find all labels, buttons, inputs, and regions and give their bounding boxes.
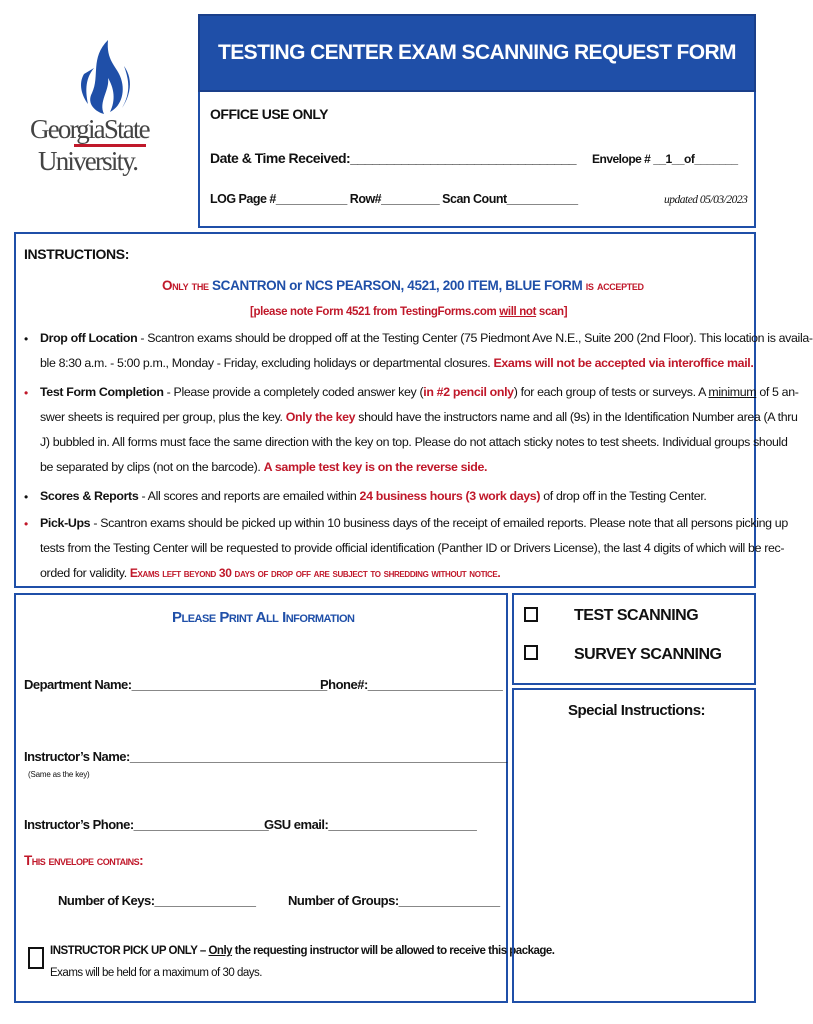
print-info-heading: Please Print All Information	[172, 609, 355, 626]
department-name-field[interactable]: Department Name:_____________________________	[24, 677, 327, 692]
shredding-warning: Exams left beyond 30 days of drop off are subject to shredding without notice.	[129, 566, 501, 580]
special-instructions-label: Special Instructions:	[568, 702, 706, 719]
drop-off-title: Drop off Location	[40, 331, 138, 345]
completion-text-1a: - Please provide a completely coded answer key (	[163, 385, 424, 399]
pickups-line-1	[40, 516, 788, 530]
envelope-number-field[interactable]: Envelope # __1__of_______	[592, 152, 738, 166]
number-of-groups-field[interactable]: Number of Groups:_______________	[288, 893, 500, 908]
accepted-suffix: is accepted	[582, 278, 644, 293]
drop-off-text-1: - Scantron exams should be dropped off at the Testing Center (75 Piedmont Ave N.E., Suite 200 (2nd Floor). This location is availa-	[137, 331, 813, 345]
bullet-icon: •	[24, 517, 29, 531]
instructor-pickup-checkbox[interactable]	[28, 947, 44, 969]
scores-line	[40, 489, 707, 503]
note-suffix: scan]	[536, 306, 568, 318]
hold-period-note: Exams will be held for a maximum of 30 days.	[50, 967, 262, 979]
office-use-label: OFFICE USE ONLY	[210, 106, 329, 122]
number-of-keys-field[interactable]: Number of Keys:_______________	[58, 893, 256, 908]
pickups-text-1: - Scantron exams should be picked up within 10 business days of the receipt of emailed reports. Please note that all persons picking up	[90, 516, 788, 530]
completion-text-4a: be separated by clips (not on the barcode).	[40, 460, 264, 474]
survey-scanning-label: SURVEY SCANNING	[574, 646, 722, 663]
logo-line-2: University.	[38, 146, 138, 176]
instructions-heading: INSTRUCTIONS:	[24, 246, 130, 262]
instructor-phone-field[interactable]: Instructor’s Phone:____________________	[24, 817, 269, 832]
only-key-emphasis: Only the key	[285, 410, 356, 424]
survey-scanning-checkbox[interactable]	[524, 645, 538, 660]
accepted-form-notice	[162, 278, 644, 293]
pickups-title: Pick-Ups	[40, 516, 91, 530]
drop-off-line-2	[40, 356, 754, 370]
same-as-key-note: (Same as the key)	[28, 770, 90, 779]
pickups-line-3	[40, 566, 500, 580]
instructor-pickup-line	[50, 945, 555, 957]
form-title-bar	[198, 14, 756, 92]
completion-line-3: J) bubbled in. All forms must face the same direction with the key on top. Please do not attach sticky notes to test sheets. Individual groups should	[40, 435, 788, 449]
gsu-email-field[interactable]: GSU email:______________________	[264, 817, 477, 832]
accepted-form-type: SCANTRON or NCS PEARSON, 4521, 200 ITEM, BLUE FORM	[212, 278, 583, 293]
completion-line-2	[40, 410, 798, 424]
pickup-label: INSTRUCTOR PICK UP ONLY –	[50, 945, 209, 957]
pickups-text-3a: orded for validity.	[40, 566, 130, 580]
scores-title: Scores & Reports	[40, 489, 139, 503]
scores-text-c: of drop off in the Testing Center.	[540, 489, 707, 503]
pencil-requirement: in #2 pencil only	[423, 385, 514, 399]
scores-text-a: - All scores and reports are emailed within	[138, 489, 360, 503]
completion-text-2c: should have the instructors name and all (9s) in the Identification Number area (A thru	[355, 410, 798, 424]
scan-type-box	[512, 593, 756, 685]
instructions-box	[14, 232, 813, 588]
note-prefix: [please note Form 4521 from TestingForms.com	[250, 306, 500, 318]
phone-field[interactable]: Phone#:____________________	[320, 677, 503, 692]
bullet-icon: •	[24, 490, 29, 504]
scores-turnaround: 24 business hours (3 work days)	[359, 489, 541, 503]
special-instructions-box[interactable]	[512, 688, 756, 1003]
drop-off-text-2: ble 8:30 a.m. - 5:00 p.m., Monday - Friday, excluding holidays or departmental closures.	[40, 356, 494, 370]
completion-line-1	[40, 385, 799, 399]
completion-line-4	[40, 460, 487, 474]
contact-info-box	[14, 593, 555, 1003]
test-scanning-checkbox[interactable]	[524, 607, 538, 622]
gsu-logo	[30, 38, 180, 188]
sample-key-note: A sample test key is on the reverse side.	[263, 460, 488, 474]
envelope-contains-label: This envelope contains:	[24, 853, 144, 868]
pickup-text: the requesting instructor will be allowed to receive this package.	[232, 945, 555, 957]
bullet-icon: •	[24, 386, 29, 400]
office-use-box	[198, 92, 756, 228]
completion-title: Test Form Completion	[40, 385, 164, 399]
form-title: TESTING CENTER EXAM SCANNING REQUEST FORM	[218, 41, 736, 64]
note-emphasis: will not	[499, 306, 537, 318]
bullet-icon: •	[24, 332, 29, 346]
date-received-field[interactable]: Date & Time Received:_______________________________	[210, 150, 577, 166]
completion-text-1c: ) for each group of tests or surveys. A	[513, 385, 709, 399]
accepted-prefix: Only the	[162, 278, 213, 293]
completion-text-2a: swer sheets is required per group, plus the key.	[40, 410, 286, 424]
instructor-name-field[interactable]: Instructor’s Name:________________________________________________________	[24, 749, 507, 764]
drop-off-warning: Exams will not be accepted via interoffice mail.	[493, 356, 754, 370]
updated-date: updated 05/03/2023	[664, 194, 748, 206]
form-4521-note	[250, 306, 567, 318]
completion-text-1e: of 5 an-	[756, 385, 799, 399]
pickups-line-2: tests from the Testing Center will be requested to provide official identification (Panther ID or Drivers License), the last 4 digits of which will be rec-	[40, 541, 785, 555]
minimum-emphasis: minimum	[708, 385, 757, 399]
log-page-field[interactable]: LOG Page #___________ Row#_________ Scan Count___________	[210, 192, 578, 206]
test-scanning-label: TEST SCANNING	[574, 607, 699, 624]
logo-line-1: GeorgiaState	[30, 114, 149, 144]
pickup-only: Only	[208, 945, 233, 957]
drop-off-line-1	[40, 331, 813, 345]
